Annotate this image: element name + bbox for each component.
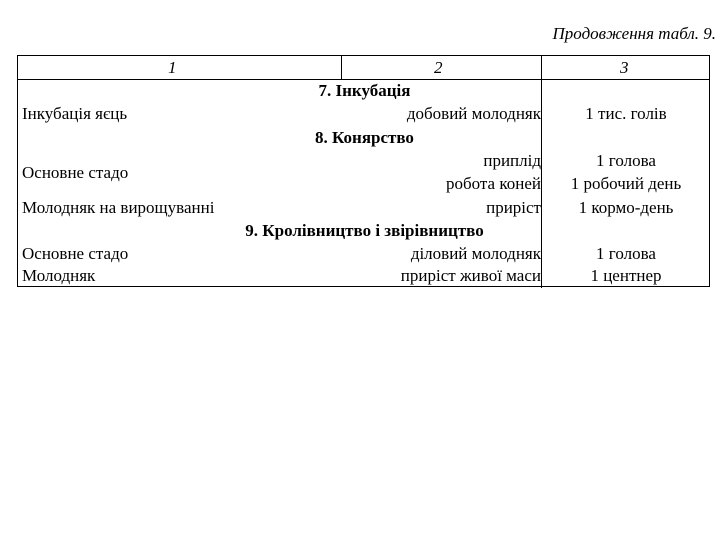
row-product: приплід (483, 151, 541, 170)
table-caption: Продовження табл. 9. (552, 24, 716, 43)
row-unit: 1 тис. голів (585, 104, 667, 123)
section-title: 8. Конярство (315, 128, 414, 147)
data-table (17, 55, 710, 287)
row-unit: 1 голова (596, 244, 656, 263)
section-title: 9. Кролівництво і звірівництво (245, 221, 484, 240)
row-unit: 1 голова (596, 151, 656, 170)
row-label: Молодняк на вирощуванні (22, 198, 215, 217)
row-product: приріст живої маси (400, 266, 541, 285)
row-label: Молодняк (22, 266, 96, 285)
row-label: Основне стадо (22, 244, 129, 263)
header-col3: 3 (620, 58, 629, 77)
row-unit: 1 робочий день (570, 174, 682, 193)
header-col1: 1 (168, 58, 177, 77)
row-product: діловий молодняк (410, 244, 541, 263)
header-col2: 2 (434, 58, 443, 77)
header-divider (18, 79, 709, 80)
section-title: 7. Інкубація (318, 81, 411, 100)
row-product: приріст (486, 198, 541, 217)
row-unit: 1 кормо-день (578, 198, 674, 217)
row-label: Основне стадо (22, 163, 129, 182)
row-product: добовий молодняк (406, 104, 541, 123)
row-unit: 1 центнер (590, 266, 662, 285)
row-product: робота коней (446, 174, 541, 193)
row-label: Інкубація яєць (22, 104, 128, 123)
column-divider (341, 56, 342, 79)
